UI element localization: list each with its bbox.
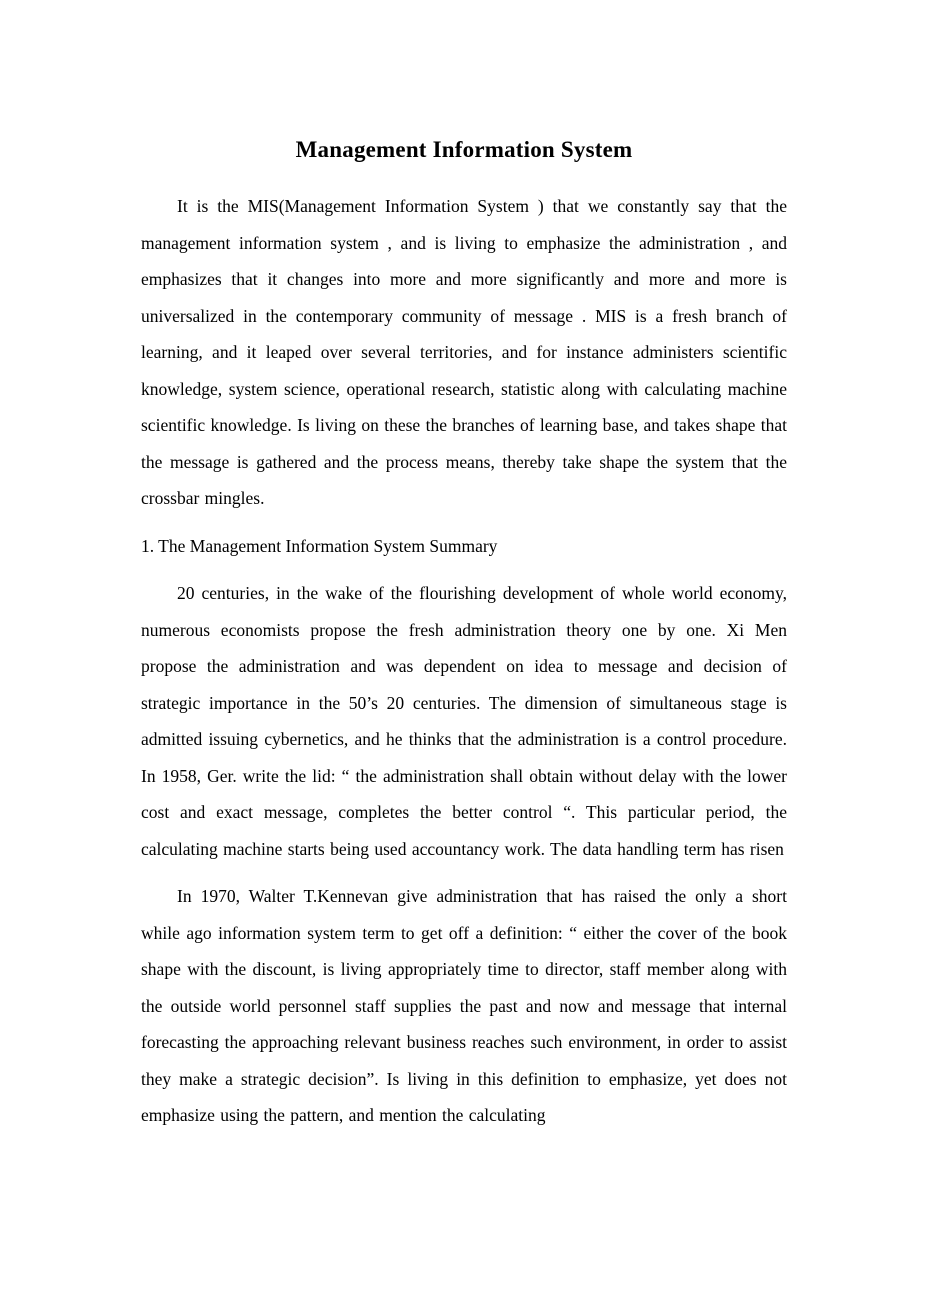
summary-paragraph-1: 20 centuries, in the wake of the flourishing development of whole world economy, numerous economists propose the fresh administration theory one by one. Xi Men propose the administration and was dependent on idea to message and decision of strategic importance in the 50’s 20 centuries. The dimension of simultaneous stage is admitted issuing cybernetics, and he thinks that the administration is a control procedure. In 1958, Ger. write the lid: “ the administration shall obtain without delay with the lower cost and exact message, completes the better control “. This particular period, the calculating machine starts being used accountancy work. The data handling term has risen	[141, 583, 787, 859]
summary-paragraph-2: In 1970, Walter T.Kennevan give administration that has raised the only a short while ago information system term to get off a definition: “ either the cover of the book shape with the discount, is living appropriately time to director, staff member along with the outside world personnel staff supplies the past and now and message that internal forecasting the approaching relevant business reaches such environment, in order to assist they make a strategic decision”. Is living in this definition to emphasize, yet does not emphasize using the pattern, and mention the calculating	[141, 886, 787, 1125]
document-title: Management Information System	[295, 137, 633, 162]
intro-paragraph: It is the MIS(Management Information System ) that we constantly say that the management information system , and is living to emphasize the administration , and emphasizes that it changes into more and more significantly and more and more is universalized in the contemporary community of message . MIS is a fresh branch of learning, and it leaped over several territories, and for instance administers scientific knowledge, system science, operational research, statistic along with calculating machine scientific knowledge. Is living on these the branches of learning base, and takes shape that the message is gathered and the process means, thereby take shape the system that the crossbar mingles.	[141, 196, 787, 508]
section-heading: 1. The Management Information System Summary	[141, 535, 498, 556]
